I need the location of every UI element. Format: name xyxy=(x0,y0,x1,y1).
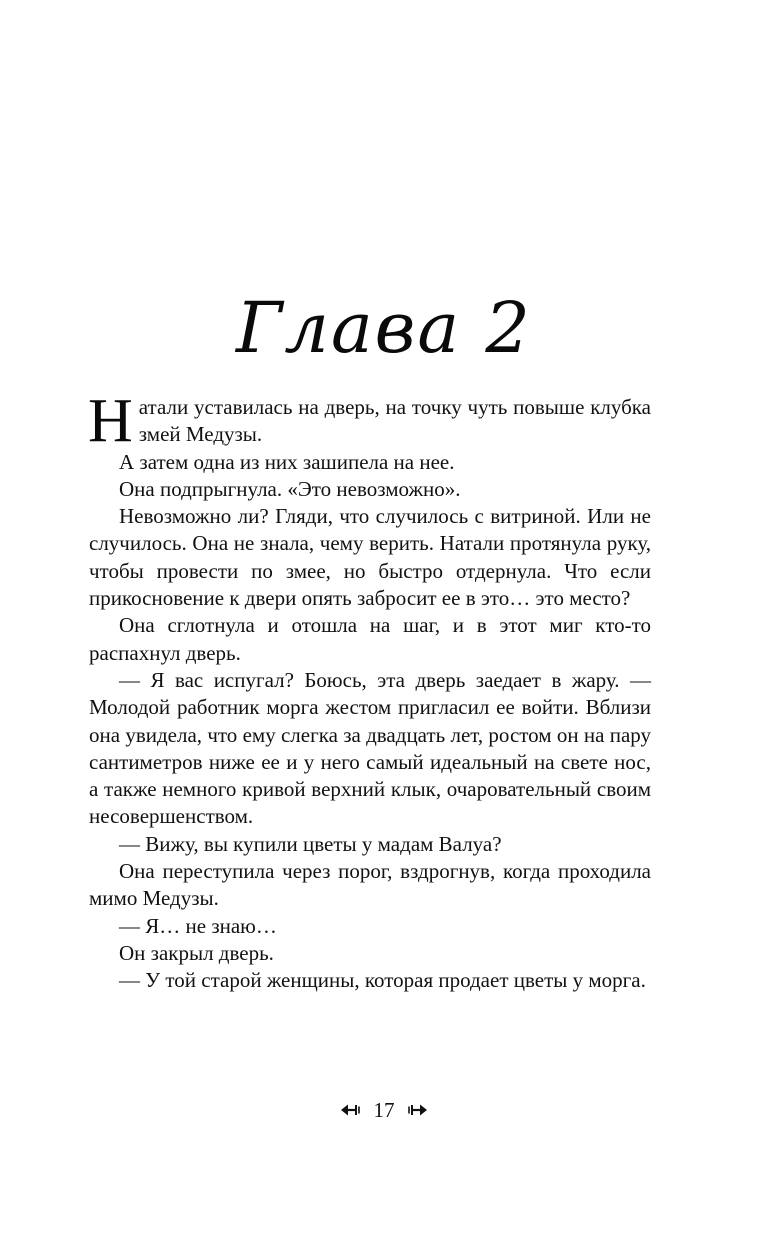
paragraph-1 xyxy=(88,387,651,455)
paragraph-1-text: атали уставилась на дверь, на точку чуть повыше клубка змей Медузы. xyxy=(138,395,651,447)
paragraph-8: Она переступила через порог, вздрогнув, когда проходила мимо Медузы. xyxy=(89,859,651,911)
paragraph-3: Она подпрыгнула. «Это невозможно». xyxy=(119,476,461,501)
paragraph-5: Она сглотнула и отошла на шаг, и в этот миг кто-то распахнул дверь. xyxy=(89,613,651,665)
page-footer xyxy=(0,1094,768,1124)
chapter-title: Глава 2 xyxy=(236,287,532,369)
chapter-text xyxy=(88,387,651,995)
arrow-left-ornament-icon xyxy=(340,1103,360,1117)
paragraph-2: А затем одна из них зашипела на нее. xyxy=(119,449,455,474)
page-number: 17 xyxy=(373,1098,395,1123)
paragraph-7: — Вижу, вы купили цветы у мадам Валуа? xyxy=(119,831,502,856)
paragraph-10: Он закрыл дверь. xyxy=(119,940,274,965)
arrow-right-ornament-icon xyxy=(408,1103,428,1117)
paragraph-11: — У той старой женщины, которая продает цветы у морга. xyxy=(119,968,646,993)
paragraph-4: Невозможно ли? Гляди, что случилось с витриной. Или не случилось. Она не знала, чему верить. Натали протянула руку, чтобы провести по змее, но быстро отдернула. Что если прикосновение к двери опять забросит ее в это… это место? xyxy=(89,504,651,611)
paragraph-9: — Я… не знаю… xyxy=(119,913,277,938)
drop-cap-letter: Н xyxy=(88,387,133,455)
paragraph-6: — Я вас испугал? Боюсь, эта дверь заедает в жару. — Молодой работник морга жестом пригласил ее войти. Вблизи она увидела, что ему слегка за двадцать лет, ростом он на пару сантиметров ниже ее и у него самый идеальный на свете нос, а также немного кривой верхний клык, очаровательный своим несовершенством. xyxy=(89,667,651,829)
